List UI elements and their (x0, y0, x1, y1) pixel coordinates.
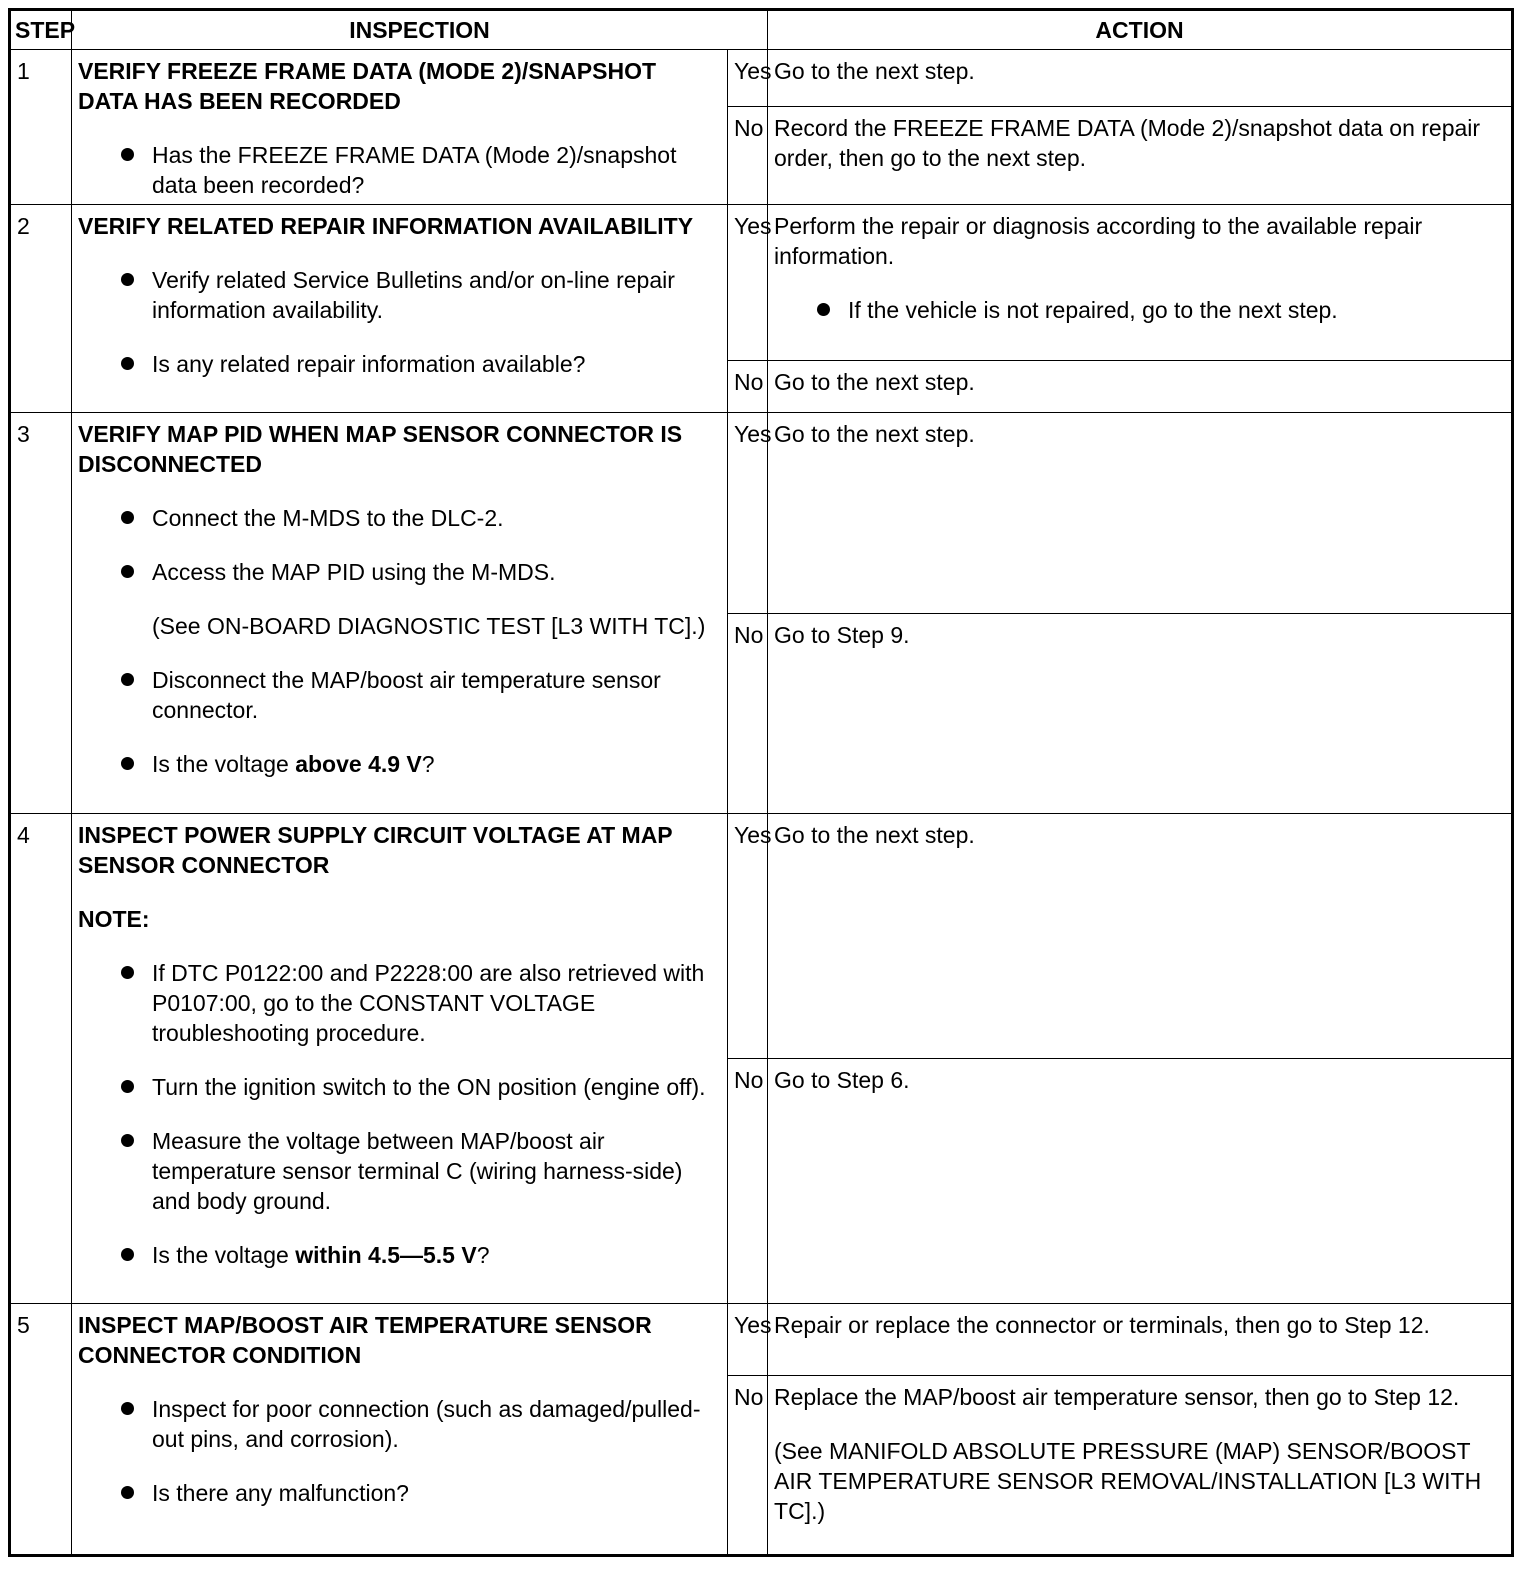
list-item-text: Connect the M-MDS to the DLC-2. (152, 505, 504, 531)
yes-action: Go to the next step. (768, 413, 1513, 614)
bullet-icon (121, 1248, 134, 1261)
list-item-text: If the vehicle is not repaired, go to the next step. (848, 297, 1338, 323)
note-label: NOTE: (78, 906, 150, 932)
see-reference: (See MANIFOLD ABSOLUTE PRESSURE (MAP) SENSOR/BOOST AIR TEMPERATURE SENSOR REMOVAL/INSTALLATION [L3 WITH TC].) (774, 1438, 1482, 1524)
bullet-icon (121, 1134, 134, 1147)
question-value: within 4.5—5.5 V (295, 1242, 477, 1268)
step-heading: VERIFY RELATED REPAIR INFORMATION AVAILABILITY (78, 213, 694, 239)
inspection-cell (72, 413, 728, 814)
step-number: 4 (10, 814, 72, 1304)
bullet-list (78, 503, 721, 587)
step-heading: VERIFY FREEZE FRAME DATA (MODE 2)/SNAPSHOT DATA HAS BEEN RECORDED (78, 58, 657, 114)
list-item (78, 1394, 721, 1454)
bullet-icon (121, 148, 134, 161)
list-item (78, 557, 721, 587)
no-label: No (728, 1059, 768, 1304)
yes-action: Go to the next step. (768, 50, 1513, 107)
list-item (78, 665, 721, 725)
step-heading: INSPECT MAP/BOOST AIR TEMPERATURE SENSOR CONNECTOR CONDITION (78, 1312, 652, 1368)
yes-action: Go to the next step. (768, 814, 1513, 1059)
header-step: STEP (10, 10, 72, 50)
question-suffix: ? (421, 751, 435, 777)
question-suffix: ? (476, 1242, 490, 1268)
bullet-icon (817, 303, 830, 316)
bullet-list (78, 265, 721, 379)
step-number: 3 (10, 413, 72, 814)
table-row (10, 205, 1513, 361)
list-item-text: Measure the voltage between MAP/boost air temperature sensor terminal C (wiring harness-side) and body ground. (152, 1128, 683, 1214)
bullet-icon (121, 565, 134, 578)
list-item (78, 749, 721, 779)
question-prefix: Is the voltage (152, 1242, 296, 1268)
question-prefix: Is the voltage (152, 751, 296, 777)
no-action: Go to Step 9. (768, 614, 1513, 814)
no-label: No (728, 107, 768, 205)
bullet-list (78, 140, 721, 200)
yes-label: Yes (728, 205, 768, 361)
table-row (10, 50, 1513, 107)
bullet-icon (121, 1080, 134, 1093)
list-item-text: Disconnect the MAP/boost air temperature sensor connector. (152, 667, 661, 723)
list-item (774, 295, 1505, 325)
table-row (10, 814, 1513, 1059)
yes-label: Yes (728, 814, 768, 1059)
inspection-cell (72, 205, 728, 413)
list-item (78, 503, 721, 533)
list-item (78, 265, 721, 325)
bullet-icon (121, 757, 134, 770)
table-row (10, 413, 1513, 614)
inspection-cell (72, 50, 728, 205)
bullet-icon (121, 673, 134, 686)
see-reference: (See ON-BOARD DIAGNOSTIC TEST [L3 WITH TC].) (152, 613, 706, 639)
header-row (10, 10, 1513, 50)
bullet-icon (121, 273, 134, 286)
yes-action: Perform the repair or diagnosis according to the available repair information. (774, 213, 1423, 269)
no-action: Go to the next step. (768, 361, 1513, 413)
yes-label: Yes (728, 50, 768, 107)
header-inspection: INSPECTION (72, 10, 768, 50)
troubleshooting-document (8, 8, 1514, 1557)
bullet-list (78, 958, 721, 1270)
list-item-text: Is any related repair information available? (152, 351, 586, 377)
yes-action-cell (768, 205, 1513, 361)
bullet-list (78, 1394, 721, 1508)
action-bullet-list (774, 295, 1505, 325)
table-row (10, 1304, 1513, 1376)
step-number: 5 (10, 1304, 72, 1556)
yes-label: Yes (728, 413, 768, 614)
list-item-text: Verify related Service Bulletins and/or on-line repair information availability. (152, 267, 675, 323)
no-action: Replace the MAP/boost air temperature sensor, then go to Step 12. (774, 1384, 1460, 1410)
list-item (78, 140, 721, 200)
list-item-text: Has the FREEZE FRAME DATA (Mode 2)/snapshot data been recorded? (152, 142, 677, 198)
list-item-text: If DTC P0122:00 and P2228:00 are also retrieved with P0107:00, go to the CONSTANT VOLTAGE troubleshooting procedure. (152, 960, 705, 1046)
bullet-icon (121, 966, 134, 979)
bullet-icon (121, 357, 134, 370)
inspection-cell (72, 1304, 728, 1556)
question-value: above 4.9 V (295, 751, 422, 777)
list-item-text: Turn the ignition switch to the ON position (engine off). (152, 1074, 706, 1100)
step-heading: INSPECT POWER SUPPLY CIRCUIT VOLTAGE AT MAP SENSOR CONNECTOR (78, 822, 673, 878)
list-item-text: Is there any malfunction? (152, 1480, 409, 1506)
bullet-icon (121, 1486, 134, 1499)
yes-label: Yes (728, 1304, 768, 1376)
bullet-icon (121, 511, 134, 524)
list-item (78, 958, 721, 1048)
yes-action: Repair or replace the connector or terminals, then go to Step 12. (768, 1304, 1513, 1376)
step-number: 1 (10, 50, 72, 205)
step-heading: VERIFY MAP PID WHEN MAP SENSOR CONNECTOR IS DISCONNECTED (78, 421, 683, 477)
diagnostic-table (8, 8, 1514, 1557)
list-item-text: Inspect for poor connection (such as damaged/pulled-out pins, and corrosion). (152, 1396, 701, 1452)
no-action: Go to Step 6. (768, 1059, 1513, 1304)
header-action: ACTION (768, 10, 1513, 50)
inspection-cell (72, 814, 728, 1304)
list-item (78, 1478, 721, 1508)
list-item (78, 1072, 721, 1102)
bullet-icon (121, 1402, 134, 1415)
no-label: No (728, 1376, 768, 1556)
list-item (78, 349, 721, 379)
list-item (78, 1240, 721, 1270)
no-label: No (728, 614, 768, 814)
step-number: 2 (10, 205, 72, 413)
no-label: No (728, 361, 768, 413)
no-action-cell (768, 1376, 1513, 1556)
no-action: Record the FREEZE FRAME DATA (Mode 2)/snapshot data on repair order, then go to the next step. (768, 107, 1513, 205)
list-item (78, 1126, 721, 1216)
list-item-text: Access the MAP PID using the M-MDS. (152, 559, 556, 585)
bullet-list (78, 665, 721, 779)
